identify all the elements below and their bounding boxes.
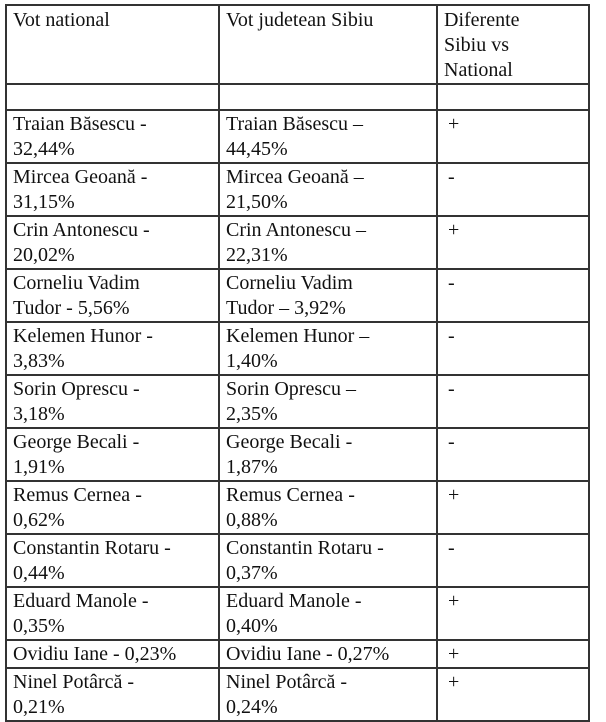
empty-cell — [6, 84, 219, 110]
national-vote-cell — [6, 640, 219, 668]
sibiu-vote-cell-text: Traian Băsescu – — [226, 113, 364, 135]
minus-sign: - — [448, 537, 455, 559]
national-vote-cell-text: 3,18% — [13, 403, 65, 425]
sibiu-vote-cell-text: 1,40% — [226, 350, 278, 372]
table-row — [6, 375, 589, 428]
header-text: Diferente — [444, 9, 520, 31]
sibiu-vote-cell-text: Sorin Oprescu – — [226, 378, 356, 400]
minus-sign: - — [448, 325, 455, 347]
sibiu-vote-cell-text: Constantin Rotaru - — [226, 537, 384, 559]
plus-sign: + — [448, 113, 460, 135]
results-table — [5, 4, 590, 722]
minus-sign: - — [448, 166, 455, 188]
table-row — [6, 269, 589, 322]
sibiu-vote-cell-text: 2,35% — [226, 403, 278, 425]
national-vote-cell — [6, 216, 219, 269]
sibiu-vote-cell-text: Corneliu Vadim — [226, 272, 353, 294]
national-vote-cell-text: Tudor - 5,56% — [13, 297, 130, 319]
sibiu-vote-cell — [219, 481, 437, 534]
table-row — [6, 640, 589, 668]
national-vote-cell — [6, 269, 219, 322]
national-vote-cell-text: 3,83% — [13, 350, 65, 372]
table-row — [6, 668, 589, 721]
sibiu-vote-cell-text: 0,40% — [226, 615, 278, 637]
sibiu-vote-cell-text: Ovidiu Iane - 0,27% — [226, 643, 390, 665]
table-row — [6, 163, 589, 216]
national-vote-cell-text: Ninel Potârcă - — [13, 671, 135, 693]
minus-sign: - — [448, 431, 455, 453]
sibiu-vote-cell — [219, 668, 437, 721]
sibiu-vote-cell-text: 1,87% — [226, 456, 278, 478]
sibiu-vote-cell-text: 44,45% — [226, 138, 288, 160]
header-row — [6, 5, 589, 84]
header-diferente — [437, 5, 589, 84]
sibiu-vote-cell-text: 0,37% — [226, 562, 278, 584]
national-vote-cell — [6, 375, 219, 428]
minus-sign: - — [448, 272, 455, 294]
national-vote-cell — [6, 428, 219, 481]
difference-cell — [437, 375, 589, 428]
sibiu-vote-cell-text: George Becali - — [226, 431, 353, 453]
national-vote-cell-text: Eduard Manole - — [13, 590, 149, 612]
plus-sign: + — [448, 219, 460, 241]
national-vote-cell-text: Mircea Geoană - — [13, 166, 148, 188]
national-vote-cell — [6, 322, 219, 375]
sibiu-vote-cell — [219, 640, 437, 668]
plus-sign: + — [448, 671, 460, 693]
national-vote-cell-text: 32,44% — [13, 138, 75, 160]
difference-cell — [437, 163, 589, 216]
sibiu-vote-cell — [219, 163, 437, 216]
sibiu-vote-cell-text: Tudor – 3,92% — [226, 297, 346, 319]
national-vote-cell — [6, 481, 219, 534]
national-vote-cell-text: 31,15% — [13, 191, 75, 213]
sibiu-vote-cell — [219, 534, 437, 587]
national-vote-cell-text: George Becali - — [13, 431, 140, 453]
table-row — [6, 587, 589, 640]
table-row — [6, 534, 589, 587]
national-vote-cell-text: Traian Băsescu - — [13, 113, 147, 135]
table-row — [6, 110, 589, 163]
difference-cell — [437, 668, 589, 721]
sibiu-vote-cell-text: Kelemen Hunor – — [226, 325, 370, 347]
header-vot-national — [6, 5, 219, 84]
difference-cell — [437, 216, 589, 269]
header-text: National — [444, 59, 513, 81]
table-row — [6, 428, 589, 481]
national-vote-cell — [6, 587, 219, 640]
sibiu-vote-cell — [219, 587, 437, 640]
difference-cell — [437, 481, 589, 534]
table-row — [6, 216, 589, 269]
header-vot-judetean-sibiu — [219, 5, 437, 84]
sibiu-vote-cell — [219, 375, 437, 428]
sibiu-vote-cell-text: Ninel Potârcă - — [226, 671, 348, 693]
empty-row — [6, 84, 589, 110]
national-vote-cell-text: Remus Cernea - — [13, 484, 142, 506]
national-vote-cell-text: Kelemen Hunor - — [13, 325, 153, 347]
table-row — [6, 322, 589, 375]
minus-sign: - — [448, 378, 455, 400]
table-row — [6, 481, 589, 534]
plus-sign: + — [448, 484, 460, 506]
national-vote-cell-text: Crin Antonescu - — [13, 219, 150, 241]
difference-cell — [437, 640, 589, 668]
empty-cell — [437, 84, 589, 110]
plus-sign: + — [448, 590, 460, 612]
national-vote-cell — [6, 534, 219, 587]
difference-cell — [437, 269, 589, 322]
header-text: Sibiu vs — [444, 34, 510, 56]
plus-sign: + — [448, 643, 460, 665]
national-vote-cell — [6, 163, 219, 216]
national-vote-cell — [6, 668, 219, 721]
national-vote-cell-text: 1,91% — [13, 456, 65, 478]
national-vote-cell-text: Ovidiu Iane - 0,23% — [13, 643, 177, 665]
sibiu-vote-cell — [219, 322, 437, 375]
sibiu-vote-cell — [219, 216, 437, 269]
national-vote-cell-text: 0,35% — [13, 615, 65, 637]
sibiu-vote-cell-text: Eduard Manole - — [226, 590, 362, 612]
sibiu-vote-cell-text: 0,88% — [226, 509, 278, 531]
national-vote-cell-text: 0,62% — [13, 509, 65, 531]
national-vote-cell-text: 0,44% — [13, 562, 65, 584]
header-text: Vot national — [13, 9, 110, 31]
difference-cell — [437, 322, 589, 375]
national-vote-cell-text: Sorin Oprescu - — [13, 378, 140, 400]
sibiu-vote-cell-text: 0,24% — [226, 696, 278, 718]
national-vote-cell — [6, 110, 219, 163]
sibiu-vote-cell — [219, 428, 437, 481]
difference-cell — [437, 428, 589, 481]
national-vote-cell-text: 20,02% — [13, 244, 75, 266]
difference-cell — [437, 534, 589, 587]
sibiu-vote-cell-text: Remus Cernea - — [226, 484, 355, 506]
difference-cell — [437, 110, 589, 163]
sibiu-vote-cell-text: 21,50% — [226, 191, 288, 213]
sibiu-vote-cell — [219, 110, 437, 163]
national-vote-cell-text: Constantin Rotaru - — [13, 537, 171, 559]
sibiu-vote-cell-text: Crin Antonescu – — [226, 219, 366, 241]
national-vote-cell-text: 0,21% — [13, 696, 65, 718]
empty-cell — [219, 84, 437, 110]
sibiu-vote-cell-text: Mircea Geoană – — [226, 166, 364, 188]
sibiu-vote-cell-text: 22,31% — [226, 244, 288, 266]
header-text: Vot judetean Sibiu — [226, 9, 374, 31]
sibiu-vote-cell — [219, 269, 437, 322]
difference-cell — [437, 587, 589, 640]
national-vote-cell-text: Corneliu Vadim — [13, 272, 140, 294]
